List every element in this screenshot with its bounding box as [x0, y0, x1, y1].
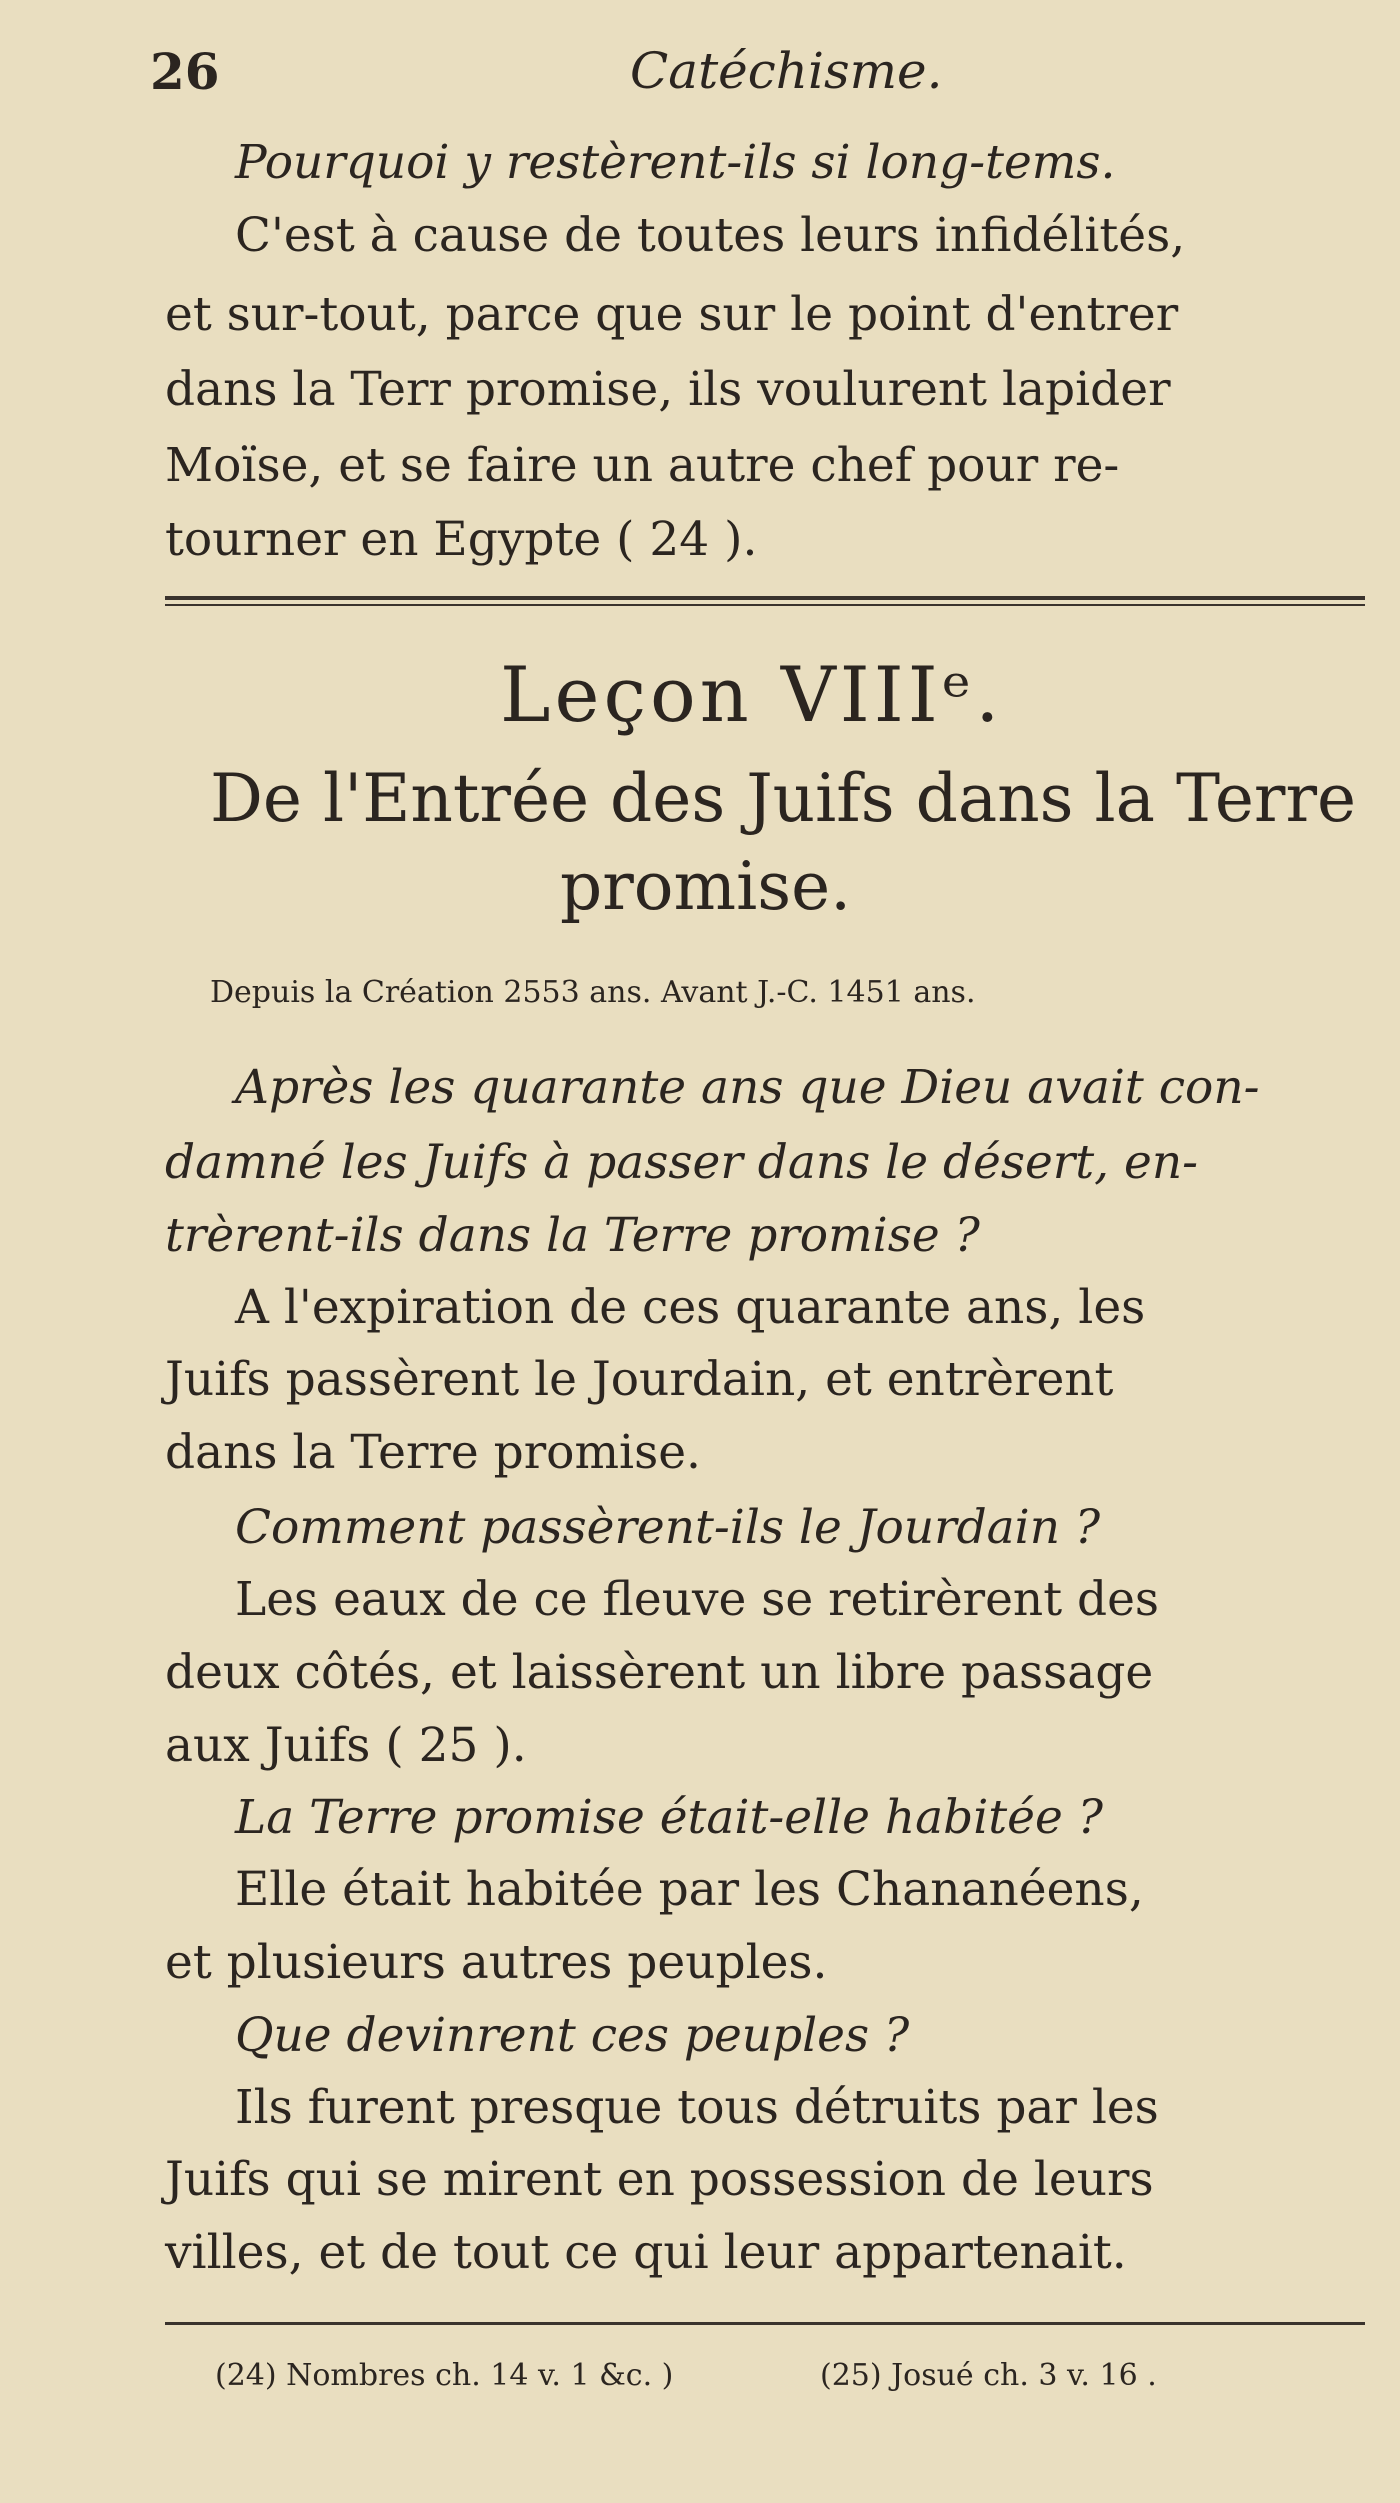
answer-line: Moïse, et se faire un autre chef pour re-	[165, 438, 1120, 493]
lesson-dates: Depuis la Création 2553 ans. Avant J.-C. 1451 ans.	[210, 975, 976, 1010]
page-header	[150, 42, 1250, 112]
answer-line: Juifs passèrent le Jourdain, et entrèrent	[165, 1352, 1114, 1407]
answer-line: et plusieurs autres peuples.	[165, 1935, 828, 1990]
question-text: La Terre promise était-elle habitée ?	[235, 1790, 1103, 1845]
answer-line: Ils furent presque tous détruits par les	[235, 2080, 1159, 2135]
answer-line: aux Juifs ( 25 ).	[165, 1718, 527, 1773]
answer-line: Juifs qui se mirent en possession de leurs	[165, 2152, 1154, 2207]
section-divider	[165, 596, 1365, 600]
answer-line: et sur-tout, parce que sur le point d'entrer	[165, 287, 1179, 342]
section-divider-thin	[165, 604, 1365, 606]
lesson-title: Leçon VIIIᵉ.	[500, 650, 1004, 739]
lesson-subtitle: De l'Entrée des Juifs dans la Terre	[210, 760, 1357, 837]
question-text: Que devinrent ces peuples ?	[235, 2008, 910, 2063]
footnote-25: (25) Josué ch. 3 v. 16 .	[820, 2358, 1157, 2393]
answer-line: A l'expiration de ces quarante ans, les	[235, 1280, 1146, 1335]
question-text: Comment passèrent-ils le Jourdain ?	[235, 1500, 1101, 1555]
footnote-24: (24) Nombres ch. 14 v. 1 &c. )	[215, 2358, 674, 2393]
question-text: damné les Juifs à passer dans le désert, en-	[165, 1135, 1198, 1190]
lesson-subtitle: promise.	[560, 848, 852, 925]
answer-line: Les eaux de ce fleuve se retirèrent des	[235, 1572, 1160, 1627]
answer-line: villes, et de tout ce qui leur appartenait.	[165, 2225, 1127, 2280]
answer-line: deux côtés, et laissèrent un libre passage	[165, 1645, 1154, 1700]
answer-line: C'est à cause de toutes leurs infidélités,	[235, 208, 1186, 263]
page-number: 26	[150, 42, 220, 101]
answer-line: Elle était habitée par les Chananéens,	[235, 1862, 1144, 1917]
question-text: Après les quarante ans que Dieu avait con-	[235, 1060, 1260, 1115]
answer-line: dans la Terr promise, ils voulurent lapider	[165, 362, 1171, 417]
running-title: Catéchisme.	[630, 42, 943, 100]
footnote-divider	[165, 2322, 1365, 2325]
answer-line: dans la Terre promise.	[165, 1425, 701, 1480]
question-text: Pourquoi y restèrent-ils si long-tems.	[235, 135, 1116, 190]
question-text: trèrent-ils dans la Terre promise ?	[165, 1208, 980, 1263]
answer-line: tourner en Egypte ( 24 ).	[165, 512, 758, 567]
